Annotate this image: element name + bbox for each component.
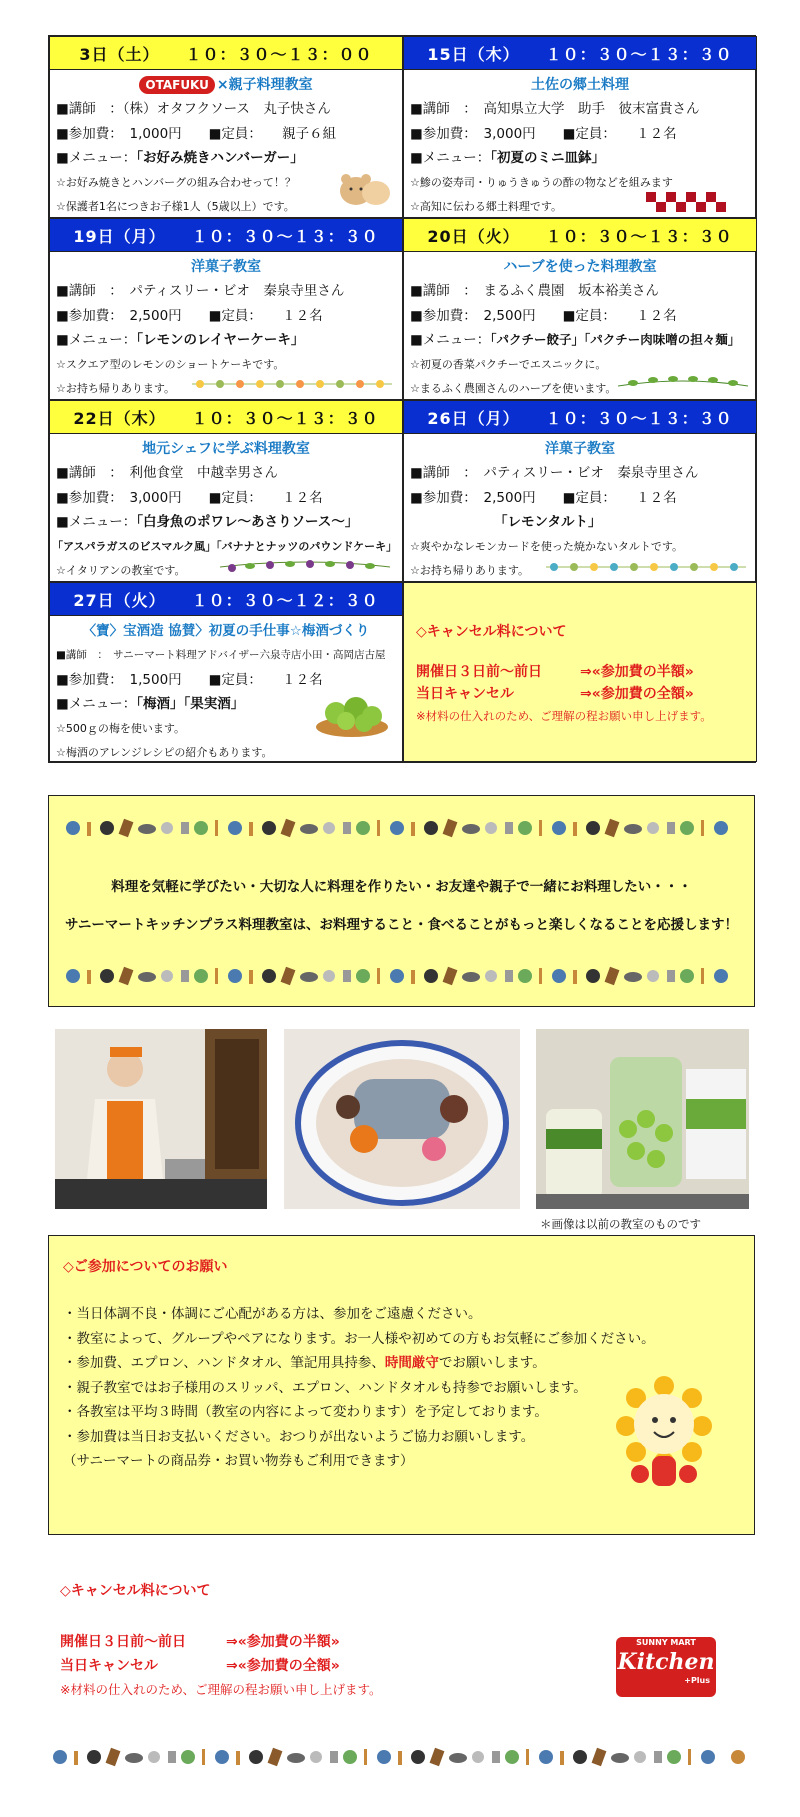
- photo-cooking-class: [55, 1029, 267, 1209]
- menu-extra: 「アスパラガスのビスマルク風」「バナナとナッツのパウンドケーキ」: [52, 539, 398, 553]
- participation-notice: [48, 1235, 755, 1535]
- cancel-line-2: 当日キャンセル ⇒«参加費の全額»: [60, 1658, 340, 1674]
- cancel-line-2: 当日キャンセル ⇒«参加費の全額»: [416, 686, 694, 702]
- class-title: OTAFUKU ×親子料理教室: [56, 73, 396, 97]
- menu: ■メニュー：「白身魚のポワレ～あさりソース～」: [56, 514, 359, 530]
- notice-line: （サニーマートの商品券・お買い物券もご利用できます）: [63, 1453, 414, 1469]
- photo-sawachi-dish: [284, 1029, 520, 1209]
- cancel-info-card: [403, 582, 757, 762]
- promo-line-2: サニーマートキッチンプラス料理教室は、お料理すること・食べることがもっと楽しくなることを応援します！: [64, 917, 739, 933]
- class-card-3: [49, 36, 403, 218]
- lecturer: ■講師 ： サニーマート料理アドバイザー六泉寺店小田・高岡店古屋: [56, 649, 386, 661]
- class-card-15: [403, 36, 757, 218]
- notice-line: ・親子教室ではお子様用のスリッパ、エプロン、ハンドタオルも持参でお願いします。: [63, 1379, 587, 1396]
- class-title: 土佐の郷土料理: [531, 77, 629, 93]
- kitchen-utensils-border-icon: [63, 964, 743, 988]
- menu: ■メニュー：「パクチー餃子」「パクチー肉味噌の担々麺」: [410, 332, 741, 348]
- notice-line: ・参加費、エプロン、ハンドタオル、筆記用具持参、時間厳守でお願いします。: [63, 1355, 546, 1371]
- note: ☆まるふく農園さんのハーブを使います。: [410, 382, 617, 395]
- lecturer: ■講師 ：（株）オタフクソース 丸子快さん: [56, 101, 331, 117]
- class-title: 〈寶〉宝酒造 協賛〉初夏の手仕事☆梅酒づくり: [82, 623, 370, 639]
- checker-pattern-icon: [646, 192, 736, 214]
- kitchen-utensils-border-icon: [48, 1745, 755, 1769]
- class-card-20: [403, 218, 757, 400]
- cancel-note: ※材料の仕入れのため、ご理解の程お願い申し上げます。: [60, 1682, 382, 1697]
- class-header: 3日（土） １０：３０～１３：００: [50, 37, 402, 70]
- class-header: 15日（木） １０：３０～１３：３０: [404, 37, 756, 70]
- cancel-note: ※材料の仕入れのため、ご理解の程お願い申し上げます。: [416, 709, 712, 723]
- class-title: 洋菓子教室: [545, 441, 615, 457]
- menu: ■メニュー：「レモンのレイヤーケーキ」: [56, 332, 305, 348]
- sunflower-mascot-icon: [614, 1376, 714, 1496]
- bear-illustration-icon: [336, 165, 394, 209]
- notice-line: ・当日体調不良・体調にご心配がある方は、参加をご遠慮ください。: [63, 1306, 482, 1322]
- note: ☆保護者1名につきお子様1人（5歳以上）です。: [56, 200, 295, 213]
- notice-line: ・参加費は当日お支払いください。おつりが出ないようご協力お願いします。: [63, 1428, 535, 1445]
- dot-garland-icon: [546, 560, 746, 574]
- promo-line-1: 料理を気軽に学びたい・大切な人に料理を作りたい・お友達や親子で一緒にお料理したい・・・: [111, 879, 692, 895]
- berry-garland-icon: [220, 559, 390, 575]
- lecturer: ■講師 ： 高知県立大学 助手 彼末富貴さん: [410, 101, 700, 117]
- class-header: 20日（火） １０：３０～１３：３０: [404, 219, 756, 252]
- photo-umeshu-jars: [536, 1029, 749, 1209]
- class-card-22: [49, 400, 403, 582]
- note: ☆お好み焼きとハンバーグの組み合わせって！？: [56, 175, 296, 189]
- class-card-19: [49, 218, 403, 400]
- kitchen-plus-logo: SUNNY MART Kitchen +Plus: [616, 1637, 716, 1697]
- note: ☆500ｇの梅を使います。: [56, 721, 185, 735]
- schedule-grid: [48, 35, 756, 763]
- class-title: 地元シェフに学ぶ料理教室: [142, 441, 310, 457]
- note: ☆初夏の香菜パクチーでエスニックに。: [410, 357, 607, 371]
- fee-capacity: ■参加費： 2,500円 ■定員： １２名: [410, 307, 677, 324]
- note: ☆スクエア型のレモンのショートケーキです。: [56, 357, 285, 371]
- lecturer: ■講師 ： パティスリー・ビオ 秦泉寺里さん: [410, 465, 699, 481]
- class-header: 26日（月） １０：３０～１３：３０: [404, 401, 756, 434]
- cancel-line-1: 開催日３日前～前日 ⇒«参加費の半額»: [416, 664, 694, 680]
- note: ☆梅酒のアレンジレシピの紹介もあります。: [56, 746, 273, 759]
- cancel-title: ◇キャンセル料について: [60, 1583, 211, 1599]
- note: ☆お持ち帰りあります。: [56, 382, 175, 395]
- class-title: ハーブを使った料理教室: [503, 259, 657, 275]
- lecturer: ■講師 ： 利他食堂 中越幸男さん: [56, 465, 279, 481]
- notice-title: ◇ご参加についてのお願い: [63, 1259, 228, 1275]
- cancel-title: ◇キャンセル料について: [416, 624, 567, 640]
- note: ☆高知に伝わる郷土料理です。: [410, 200, 562, 213]
- class-card-26: [403, 400, 757, 582]
- class-header: 22日（木） １０：３０～１３：３０: [50, 401, 402, 434]
- cancel-info-bottom: [60, 1580, 381, 1702]
- note: ☆お持ち帰りあります。: [410, 564, 529, 577]
- lecturer: ■講師 ： まるふく農園 坂本裕美さん: [410, 283, 660, 299]
- menu: ■メニュー：「梅酒」「果実酒」: [56, 696, 245, 712]
- class-header: 27日（火） １０：３０～１２：３０: [50, 583, 402, 616]
- notice-line: ・教室によって、グループやペアになります。お一人様や初めての方もお気軽にご参加ください。: [63, 1330, 655, 1347]
- menu: 「レモンタルト」: [494, 514, 602, 530]
- photo-caption: ＊画像は以前の教室のものです: [540, 1217, 701, 1231]
- ume-plums-icon: [314, 683, 390, 739]
- kitchen-utensils-border-icon: [63, 816, 743, 840]
- promo-box: [48, 795, 755, 1007]
- time-strict-emphasis: 時間厳守: [384, 1355, 439, 1371]
- dot-garland-icon: [192, 377, 392, 391]
- otafuku-logo: OTAFUKU: [139, 76, 215, 94]
- class-card-27: [49, 582, 403, 762]
- leaf-garland-icon: [618, 374, 748, 392]
- cancel-line-1: 開催日３日前～前日 ⇒«参加費の半額»: [60, 1634, 340, 1650]
- note: ☆爽やかなレモンカードを使った焼かないタルトです。: [410, 539, 683, 553]
- note: ☆鯵の姿寿司・りゅうきゅうの酢の物などを組みます: [410, 175, 673, 189]
- fee-capacity: ■参加費： 3,000円 ■定員： １２名: [410, 125, 677, 142]
- class-title: 洋菓子教室: [191, 259, 261, 275]
- fee-capacity: ■参加費： 3,000円 ■定員： １２名: [56, 489, 323, 506]
- fee-capacity: ■参加費： 1,500円 ■定員： １２名: [56, 671, 323, 688]
- class-header: 19日（月） １０：３０～１３：３０: [50, 219, 402, 252]
- fee-capacity: ■参加費： 2,500円 ■定員： １２名: [410, 489, 677, 506]
- fee-capacity: ■参加費： 1,000円 ■定員： 親子６組: [56, 125, 337, 142]
- menu: ■メニュー：「お好み焼きハンバーガー」: [56, 150, 304, 166]
- menu: ■メニュー：「初夏のミニ皿鉢」: [410, 150, 606, 166]
- lecturer: ■講師 ： パティスリー・ビオ 秦泉寺里さん: [56, 283, 345, 299]
- note: ☆イタリアンの教室です。: [56, 564, 186, 577]
- notice-line: ・各教室は平均３時間（教室の内容によって変わります）を予定しております。: [63, 1404, 548, 1420]
- fee-capacity: ■参加費： 2,500円 ■定員： １２名: [56, 307, 323, 324]
